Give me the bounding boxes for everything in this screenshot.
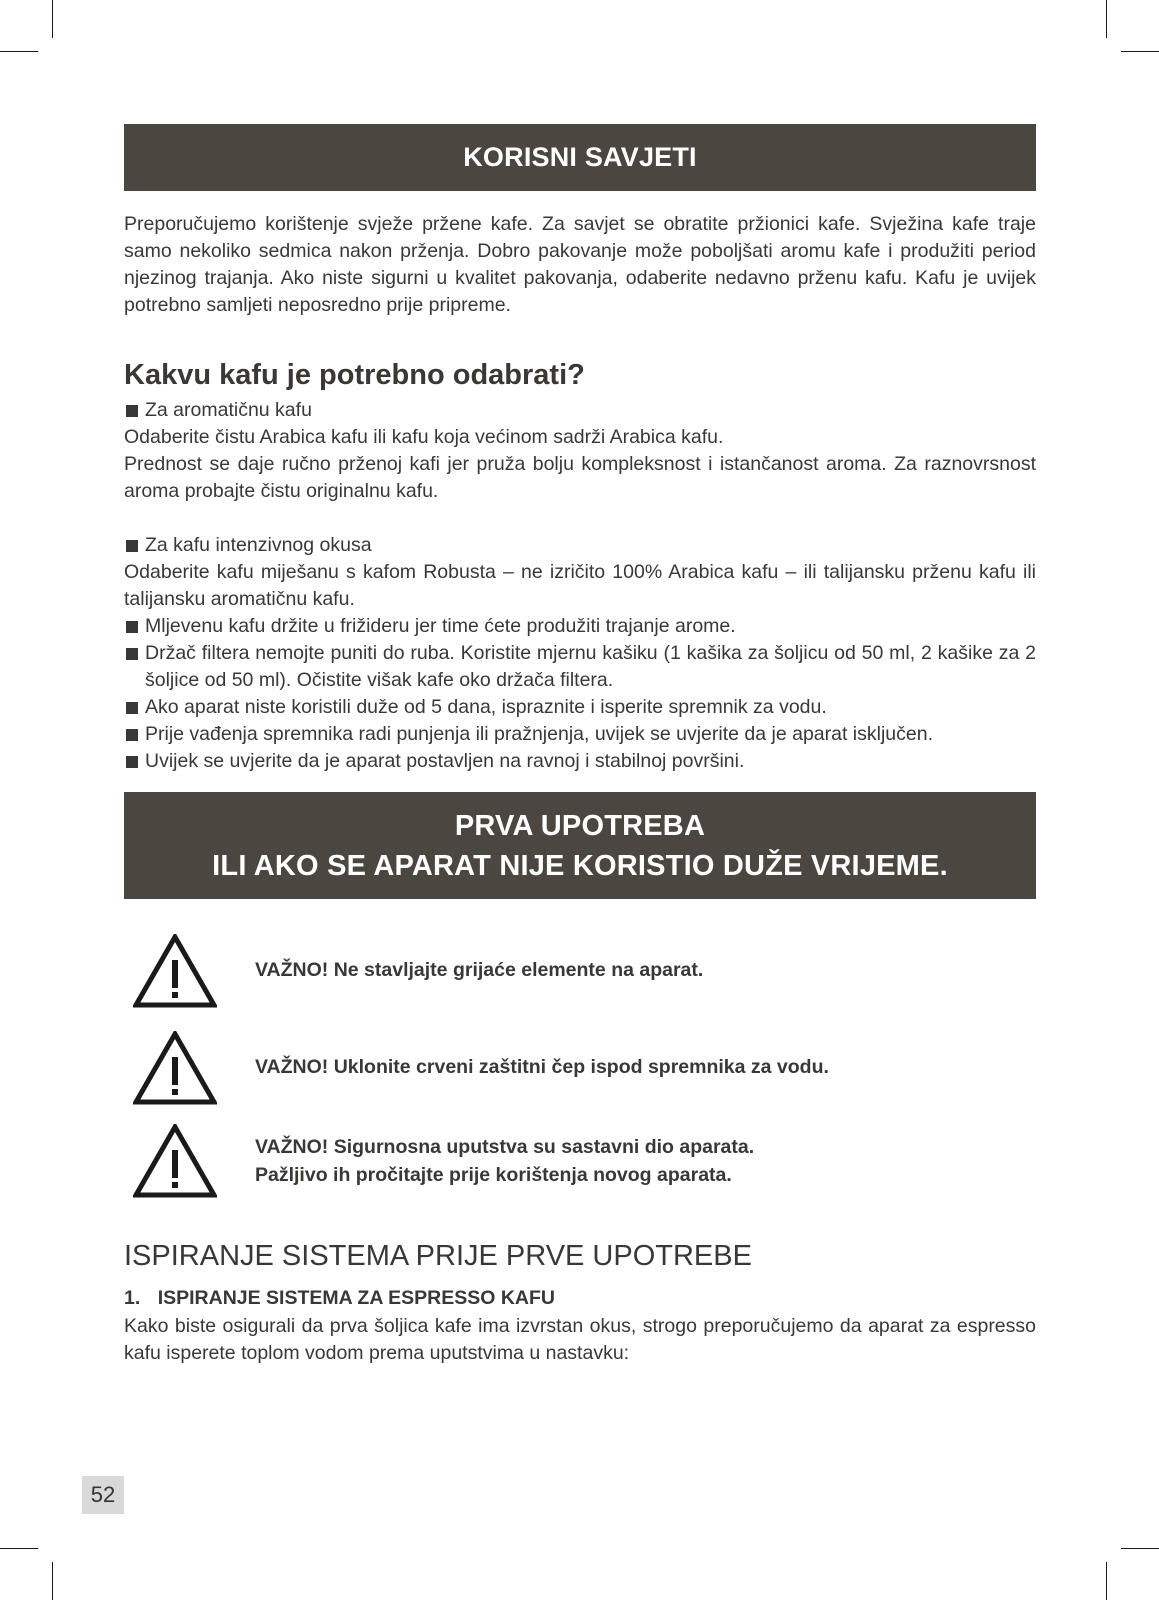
step-title-text: ISPIRANJE SISTEMA ZA ESPRESSO KAFU xyxy=(157,1287,555,1309)
warning-text: VAŽNO! Ne stavljajte grijaće elemente na aparat. xyxy=(255,959,704,981)
bullet-square-icon xyxy=(126,621,138,633)
section-banner-first-use xyxy=(124,792,1036,899)
crop-mark xyxy=(52,1562,53,1600)
crop-mark xyxy=(1121,1548,1159,1549)
warning-text: VAŽNO! Sigurnosna uputstva su sastavni dio aparata. xyxy=(255,1136,755,1158)
banner-title: KORISNI SAVJETI xyxy=(463,142,697,172)
warning-triangle-icon xyxy=(133,934,217,1008)
crop-mark xyxy=(0,1548,38,1549)
banner-line-1: PRVA UPOTREBA xyxy=(454,810,706,842)
page-number: 52 xyxy=(82,1476,124,1514)
list-item: Za kafu intenzivnog okusa xyxy=(124,532,1036,559)
crop-mark xyxy=(1106,1562,1107,1600)
crop-mark xyxy=(0,51,38,52)
warning-item xyxy=(124,1124,1036,1204)
crop-mark xyxy=(1121,51,1159,52)
bullet-square-icon xyxy=(126,729,138,741)
section-banner-tips xyxy=(124,124,1036,191)
banner-line-2: ILI AKO SE APARAT NIJE KORISTIO DUŽE VRIJEME. xyxy=(212,850,948,882)
intense-line-1: Odaberite kafu miješanu s kafom Robusta – ne izričito 100% Arabica kafu – ili talijansku prženu kafu ili talijansku aromatičnu kafu. xyxy=(124,561,1036,610)
bullet-square-icon xyxy=(126,648,138,660)
crop-mark xyxy=(52,0,53,38)
step-number: 1. xyxy=(124,1287,141,1309)
bullet-square-icon xyxy=(126,702,138,714)
crop-mark xyxy=(1106,0,1107,38)
list-item: Uvijek se uvjerite da je aparat postavljen na ravnoj i stabilnoj površini. xyxy=(124,748,1036,775)
bullet-square-icon xyxy=(126,756,138,768)
step-title xyxy=(124,1287,555,1310)
warning-text-2: Pažljivo ih pročitajte prije korištenja novog aparata. xyxy=(255,1164,732,1186)
intro-paragraph: Preporučujemo korištenje svježe pržene kafe. Za savjet se obratite pržionici kafe. Svježina kafe traje samo nekoliko sedmica nakon prženja. Dobro pakovanje može poboljšati aromu kafe i produžiti period njezinog trajanja. Ako niste sigurni u kvalitet pakovanja, odaberite nedavno prženu kafu. Kafu je uvijek potrebno samljeti neposredno prije pripreme. xyxy=(124,213,1036,316)
list-item: Prije vađenja spremnika radi punjenja ili pražnjenja, uvijek se uvjerite da je aparat isključen. xyxy=(124,721,1036,748)
section-title-rinse: ISPIRANJE SISTEMA PRIJE PRVE UPOTREBE xyxy=(124,1240,752,1272)
rinse-paragraph: Kako biste osigurali da prva šoljica kafe ima izvrstan okus, strogo preporučujemo da aparat za espresso kafu isperete toplom vodom prema uputstvima u nastavku: xyxy=(124,1315,1036,1364)
warning-text: VAŽNO! Uklonite crveni zaštitni čep ispod spremnika za vodu. xyxy=(255,1056,829,1078)
intense-block xyxy=(124,532,1036,775)
list-item: Ako aparat niste koristili duže od 5 dana, ispraznite i isperite spremnik za vodu. xyxy=(124,694,1036,721)
warning-triangle-icon xyxy=(133,1124,217,1198)
warning-triangle-icon xyxy=(133,1031,217,1105)
aromatic-block xyxy=(124,397,1036,505)
list-item: Mljevenu kafu držite u frižideru jer time ćete produžiti trajanje arome. xyxy=(124,613,1036,640)
bullet-square-icon xyxy=(126,405,138,417)
aromatic-line-1: Odaberite čistu Arabica kafu ili kafu koja većinom sadrži Arabica kafu. xyxy=(124,426,724,448)
warning-item xyxy=(124,934,1036,1014)
aromatic-line-2: Prednost se daje ručno prženoj kafi jer pruža bolju kompleksnost i istančanost aroma. Za raznovrsnost aroma probajte čistu originalnu kafu. xyxy=(124,453,1036,502)
list-item: Za aromatičnu kafu xyxy=(124,397,1036,424)
bullet-square-icon xyxy=(126,540,138,552)
warning-item xyxy=(124,1031,1036,1111)
list-item: Držač filtera nemojte puniti do ruba. Koristite mjernu kašiku (1 kašika za šoljicu od 50 ml, 2 kašike za 2 šoljice od 50 ml). Očistite višak kafe oko držača filtera. xyxy=(124,640,1036,694)
choose-coffee-heading: Kakvu kafu je potrebno odabrati? xyxy=(124,359,585,391)
